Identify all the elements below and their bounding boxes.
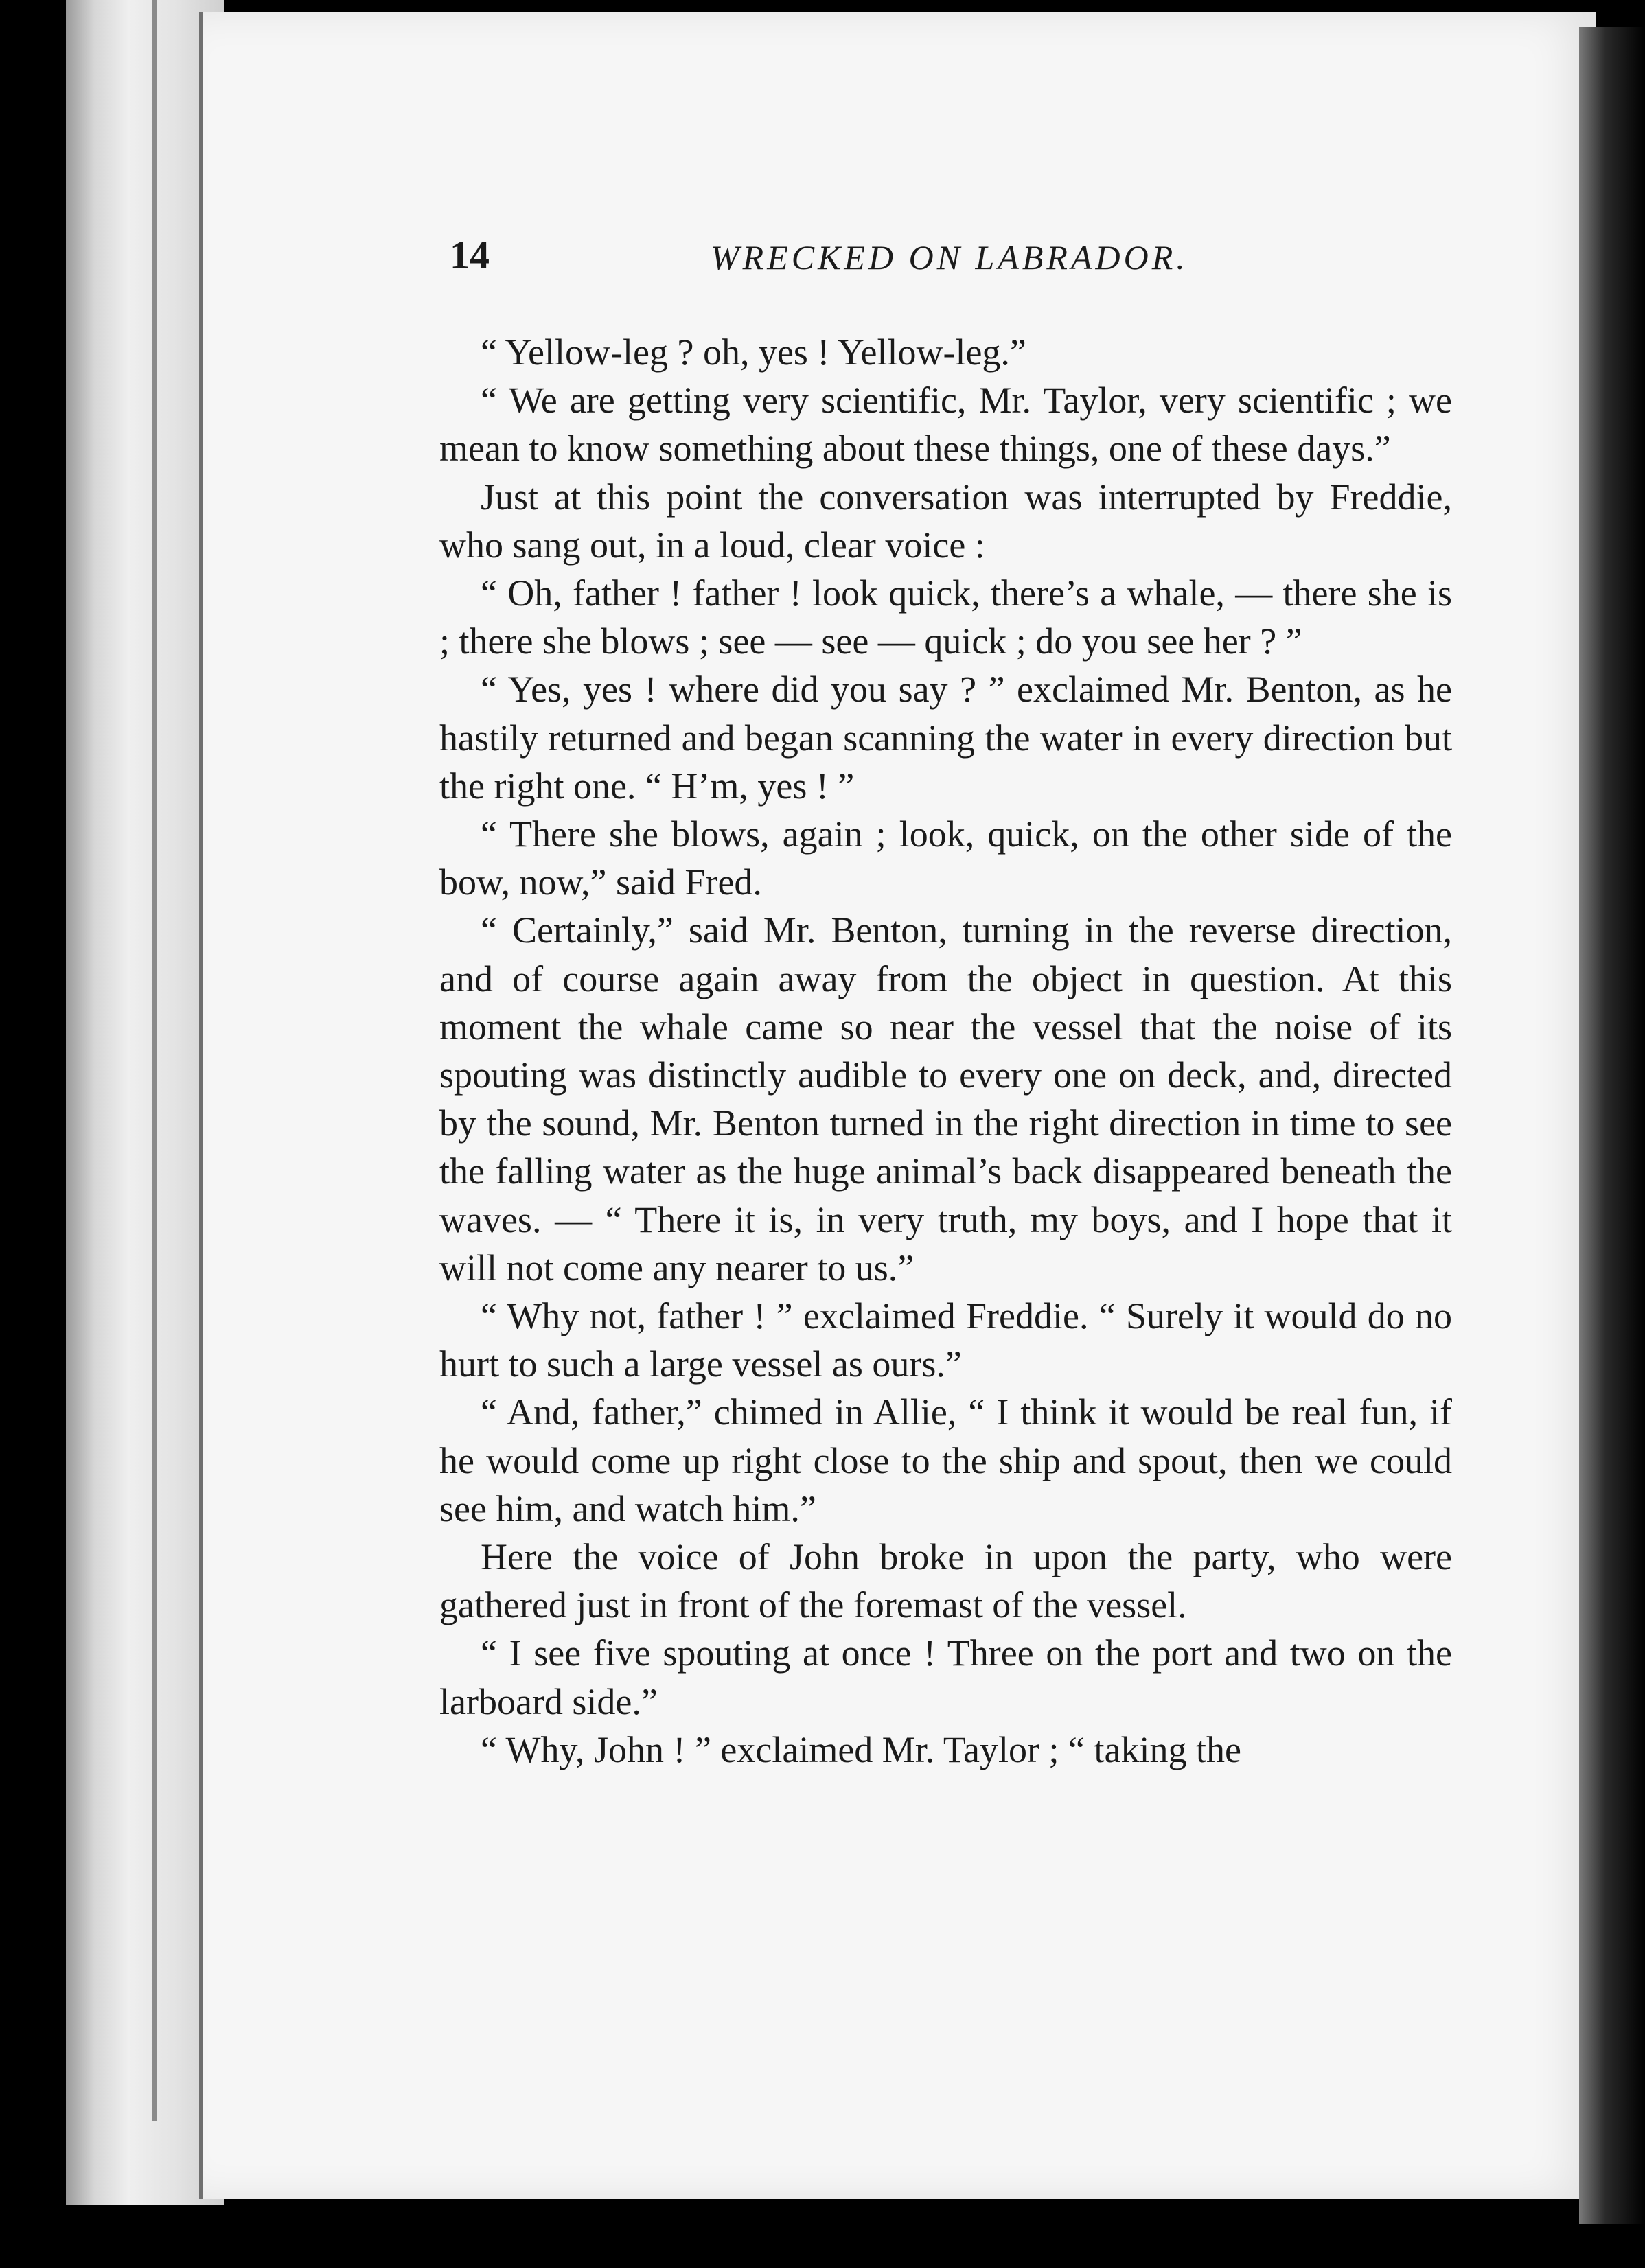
paragraph: “ Why, John ! ” exclaimed Mr. Taylor ; “ taking the [481, 1728, 1241, 1770]
paragraph: “ I see five spouting at once ! Three on the port and two on the larboard side.” [439, 1632, 1452, 1722]
running-head [450, 232, 1459, 287]
paragraph: “ Oh, father ! father ! look quick, there’s a whale, — there she is ; there she blows ; see — see — quick ; do you see her ? ” [439, 572, 1452, 662]
paragraph: “ And, father,” chimed in Allie, “ I think it would be real fun, if he would come up right close to the ship and spout, then we could see him, and watch him.” [439, 1391, 1452, 1529]
running-title: WRECKED ON LABRADOR. [711, 238, 1188, 277]
paragraph: “ Yellow-leg ? oh, yes ! Yellow-leg.” [481, 332, 1026, 373]
body-text [439, 328, 1452, 1774]
page-shadow [1579, 27, 1645, 2224]
paragraph: “ Why not, father ! ” exclaimed Freddie. “ Surely it would do no hurt to such a large vessel as ours.” [439, 1295, 1452, 1385]
page-number: 14 [450, 233, 490, 277]
book-spine-line [152, 0, 157, 2121]
paragraph: Just at this point the conversation was interrupted by Freddie, who sang out, in a loud, clear voice : [439, 476, 1452, 566]
paragraph: “ There she blows, again ; look, quick, on the other side of the bow, now,” said Fred. [439, 813, 1452, 903]
paragraph: “ We are getting very scientific, Mr. Taylor, very scientific ; we mean to know something about these things, one of these days.” [439, 380, 1452, 470]
paragraph: Here the voice of John broke in upon the party, who were gathered just in front of the foremast of the vessel. [439, 1536, 1452, 1626]
paragraph: “ Yes, yes ! where did you say ? ” exclaimed Mr. Benton, as he hastily returned and began scanning the water in every direction but the right one. “ H’m, yes ! ” [439, 669, 1452, 807]
paragraph: “ Certainly,” said Mr. Benton, turning in the reverse direction, and of course again away from the object in question. At this moment the whale came so near the vessel that the noise of its spouting was distinctly audible to every one on deck, and, directed by the sound, Mr. Benton turned in the right direction in time to see the falling water as the huge animal’s back disappeared beneath the waves. — “ There it is, in very truth, my boys, and I hope that it will not come any nearer to us.” [439, 910, 1452, 1288]
